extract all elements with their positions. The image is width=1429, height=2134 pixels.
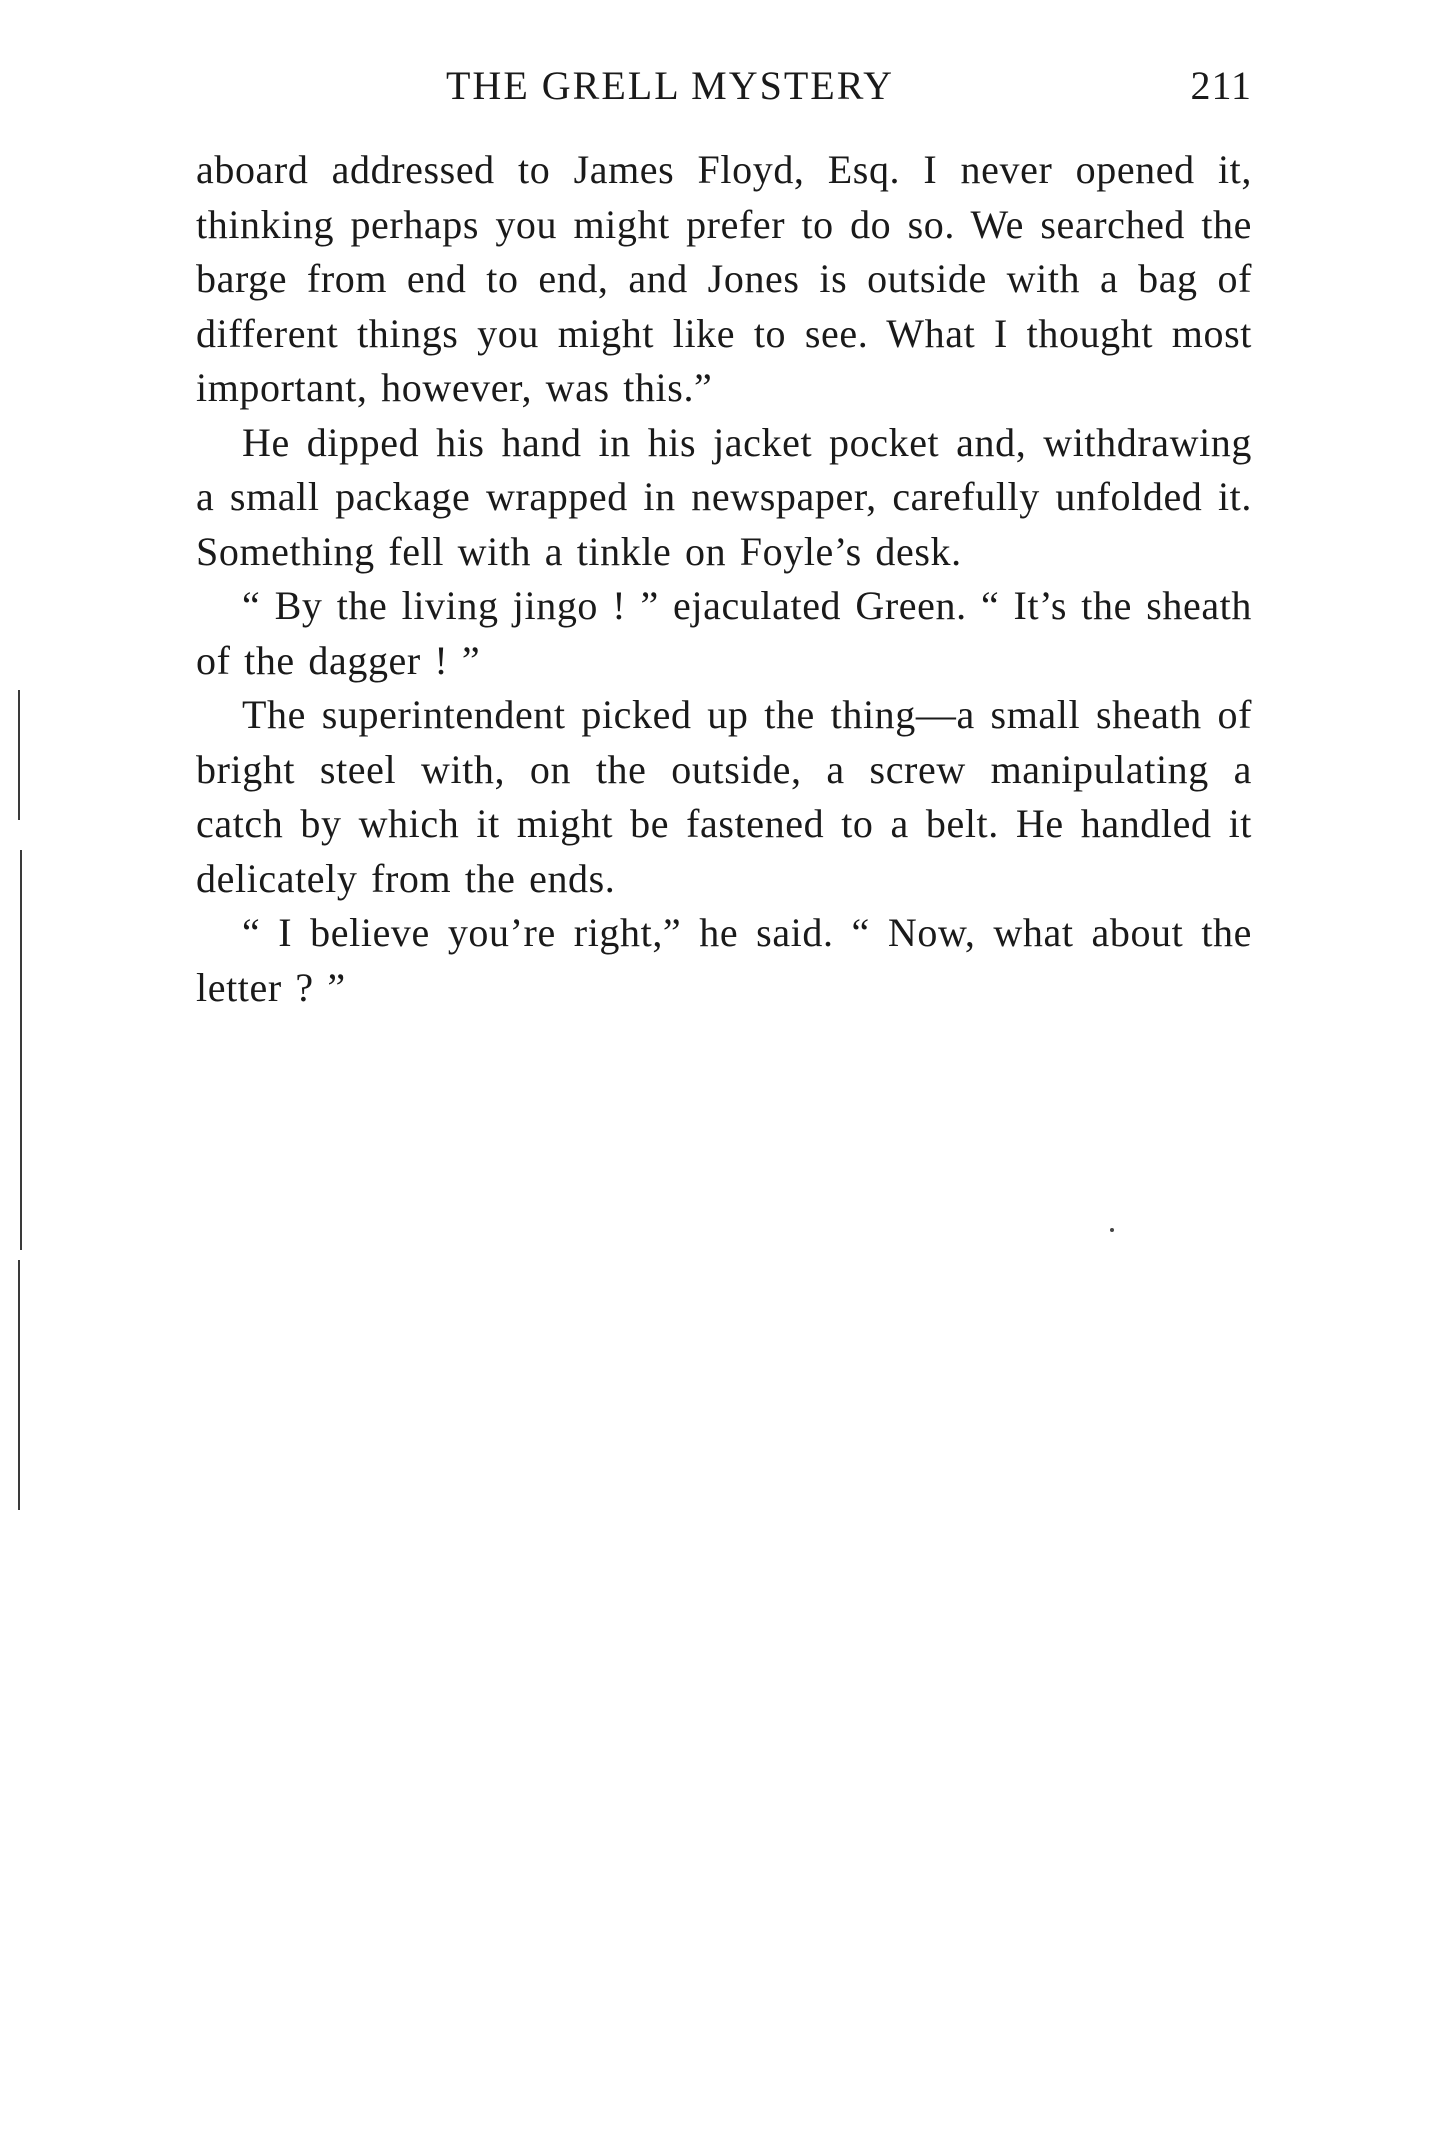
paragraph: aboard addressed to James Floyd, Esq. I never opened it, thinking perhaps you might prefer to do so. We searched the barge from end to end, and Jones is outside with a bag of different things you might like to see. What I thought most important, however, was this.” (196, 147, 1252, 410)
binding-shadow-mark (18, 690, 20, 820)
body-text (196, 143, 1252, 1015)
page-number: 211 (1190, 63, 1252, 108)
paragraph: He dipped his hand in his jacket pocket and, withdrawing a small package wrapped in newspaper, carefully unfolded it. Something fell with a tinkle on Foyle’s desk. (196, 419, 1252, 574)
print-speck (1110, 1228, 1114, 1232)
running-head (196, 62, 1252, 112)
binding-shadow-mark (20, 850, 22, 1250)
running-title: THE GRELL MYSTERY (446, 63, 895, 108)
binding-shadow-mark (18, 1260, 20, 1510)
paragraph: The superintendent picked up the thing—a small sheath of bright steel with, on the outside, a screw manipulating a catch by which it might be fastened to a belt. He handled it delicately from the ends. (196, 692, 1252, 901)
paragraph: “ By the living jingo ! ” ejaculated Green. “ It’s the sheath of the dagger ! ” (196, 583, 1252, 683)
paragraph: “ I believe you’re right,” he said. “ Now, what about the letter ? ” (196, 910, 1252, 1010)
